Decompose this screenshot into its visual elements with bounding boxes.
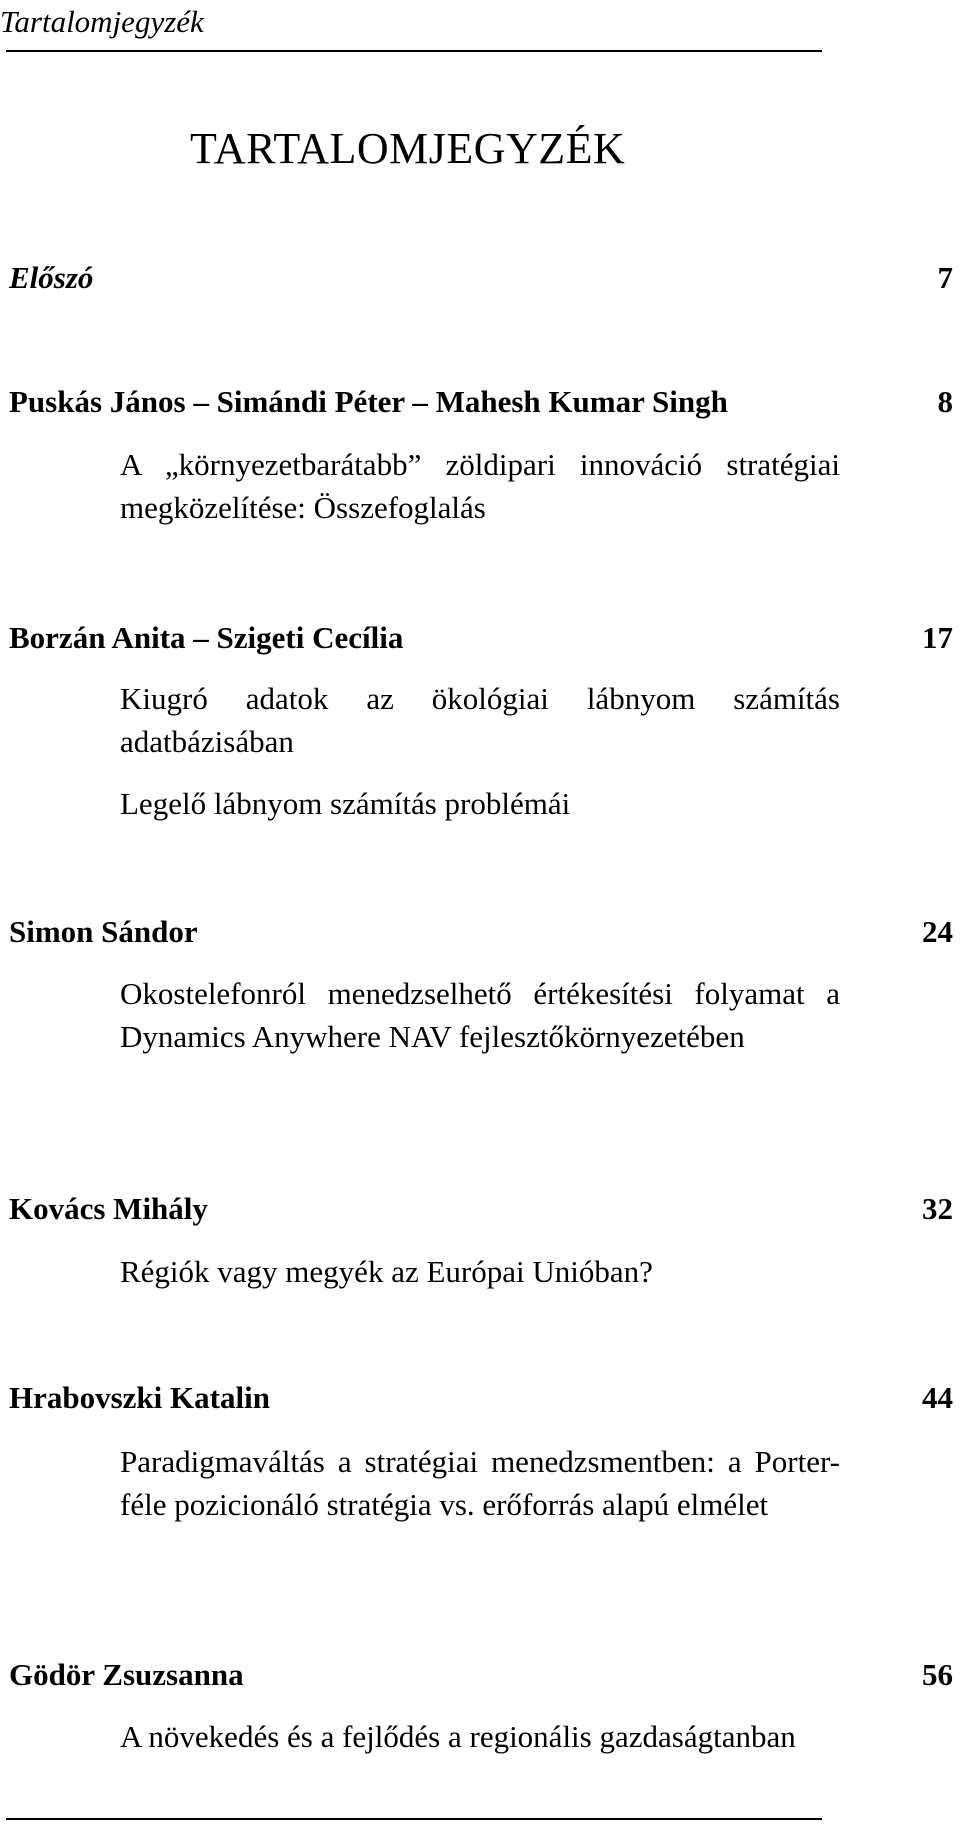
toc-article-title: Kiugró adatok az ökológiai lábnyom számítás adatbázisában [120, 681, 840, 759]
toc-article-title: Legelő lábnyom számítás problémái [120, 786, 571, 821]
toc-article-title: Régiók vagy megyék az Európai Unióban? [120, 1254, 653, 1289]
toc-author: Simon Sándor [9, 914, 198, 949]
toc-page-number: 56 [922, 1657, 953, 1692]
running-head: Tartalomjegyzék [0, 4, 204, 39]
toc-author: Hrabovszki Katalin [9, 1380, 270, 1415]
header-rule [6, 50, 822, 52]
toc-article-title: A „környezetbarátabb” zöldipari innováció stratégiai megközelítése: Összefoglalás [120, 447, 840, 525]
toc-article-title: A növekedés és a fejlődés a regionális gazdaságtanban [120, 1719, 796, 1754]
toc-page-number: 8 [937, 384, 953, 419]
page-title: TARTALOMJEGYZÉK [190, 124, 626, 173]
toc-article-title: Paradigmaváltás a stratégiai menedzsmentben: a Porter-féle pozicionáló stratégia vs. erőforrás alapú elmélet [120, 1444, 840, 1522]
toc-page-number: 17 [922, 620, 953, 655]
toc-author: Kovács Mihály [9, 1191, 208, 1226]
toc-article-title: Okostelefonról menedzselhető értékesítési folyamat a Dynamics Anywhere NAV fejlesztőkörnyezetében [120, 976, 840, 1054]
toc-page-number: 24 [922, 914, 953, 949]
toc-page-number: 44 [922, 1380, 953, 1415]
toc-author: Gödör Zsuzsanna [9, 1657, 244, 1692]
toc-author: Előszó [9, 260, 94, 295]
toc-page-number: 32 [922, 1191, 953, 1226]
toc-page-number: 7 [937, 260, 953, 295]
toc-author: Borzán Anita – Szigeti Cecília [9, 620, 404, 655]
toc-author: Puskás János – Simándi Péter – Mahesh Kumar Singh [9, 384, 728, 419]
footer-rule [6, 1818, 822, 1820]
